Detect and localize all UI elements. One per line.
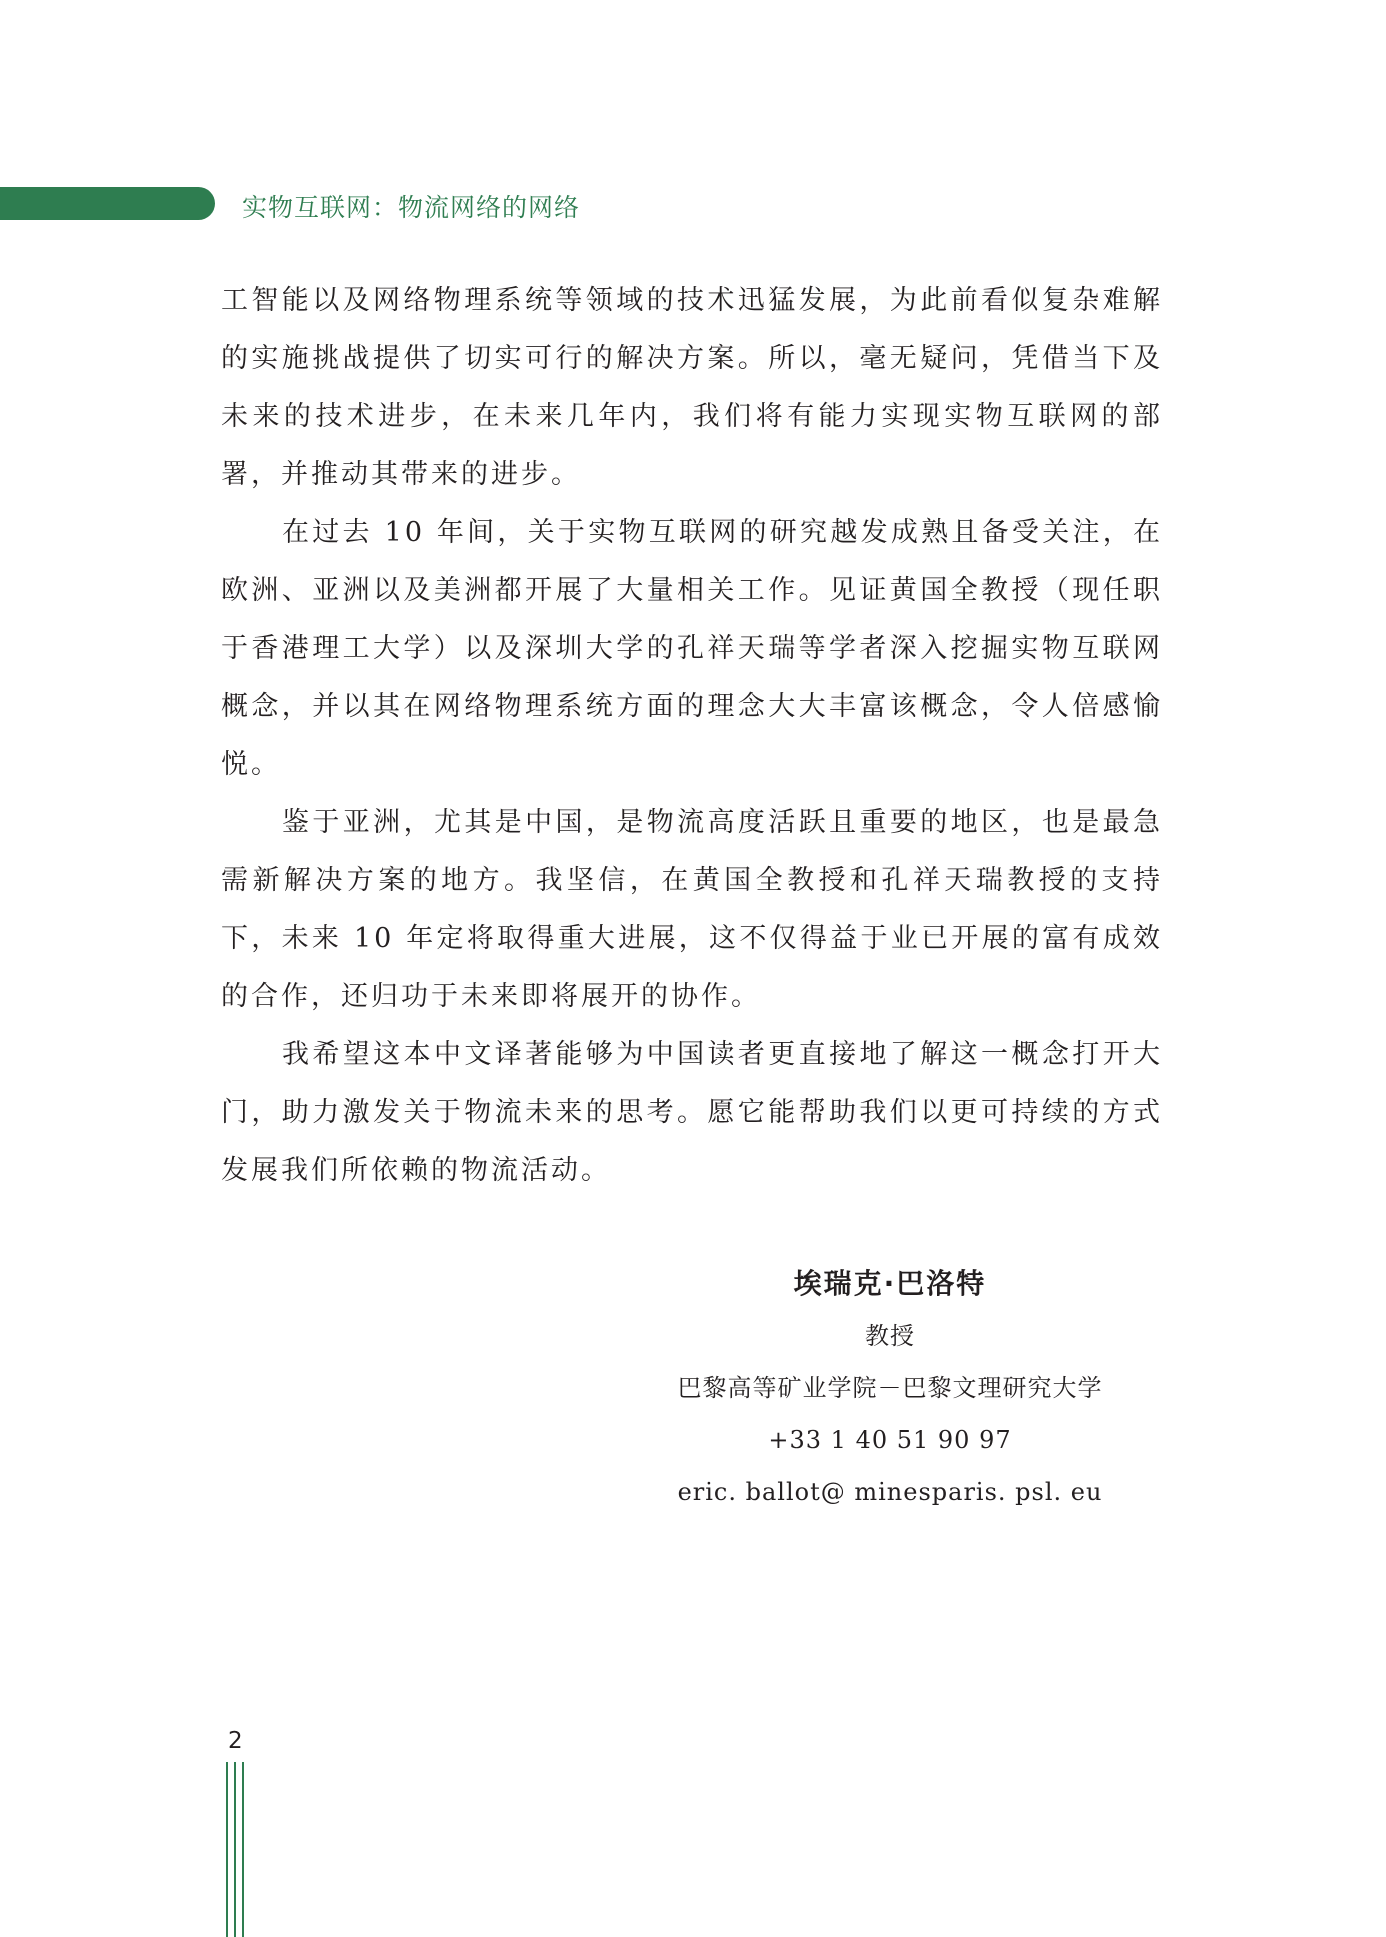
signature-title: 教授 <box>865 1322 915 1350</box>
body-text <box>221 272 1163 1200</box>
decoration-line <box>234 1762 236 1937</box>
paragraph-continued: 工智能以及网络物理系统等领域的技术迅猛发展，为此前看似复杂难解的实施挑战提供了切实可行的解决方案。所以，毫无疑问，凭借当下及未来的技术进步，在未来几年内，我们将有能力实现实物互联网的部署，并推动其带来的进步。 <box>221 285 1163 490</box>
page-number-decoration <box>226 1762 246 1937</box>
signature-name: 埃瑞克·巴洛特 <box>793 1267 987 1300</box>
decoration-line <box>226 1762 228 1937</box>
header-accent-bar <box>0 187 215 220</box>
paragraph: 在过去 10 年间，关于实物互联网的研究越发成熟且备受关注，在欧洲、亚洲以及美洲都开展了大量相关工作。见证黄国全教授（现任职于香港理工大学）以及深圳大学的孔祥天瑞等学者深入挖掘实物互联网概念，并以其在网络物理系统方面的理念大大丰富该概念，令人倍感愉悦。 <box>221 517 1163 780</box>
signature-email: eric. ballot@ minesparis. psl. eu <box>677 1478 1103 1506</box>
paragraph: 我希望这本中文译著能够为中国读者更直接地了解这一概念打开大门，助力激发关于物流未来的思考。愿它能帮助我们以更可持续的方式发展我们所依赖的物流活动。 <box>221 1039 1163 1186</box>
signature-institution: 巴黎高等矿业学院－巴黎文理研究大学 <box>677 1374 1103 1402</box>
signature-block <box>620 1258 1160 1518</box>
signature-phone: +33 1 40 51 90 97 <box>768 1426 1012 1454</box>
page-number: 2 <box>228 1728 243 1754</box>
running-header-title: 实物互联网：物流网络的网络 <box>242 193 581 222</box>
paragraph: 鉴于亚洲，尤其是中国，是物流高度活跃且重要的地区，也是最急需新解决方案的地方。我坚信，在黄国全教授和孔祥天瑞教授的支持下，未来 10 年定将取得重大进展，这不仅得益于业已开展的富有成效的合作，还归功于未来即将展开的协作。 <box>221 807 1163 1012</box>
decoration-line <box>242 1762 244 1937</box>
